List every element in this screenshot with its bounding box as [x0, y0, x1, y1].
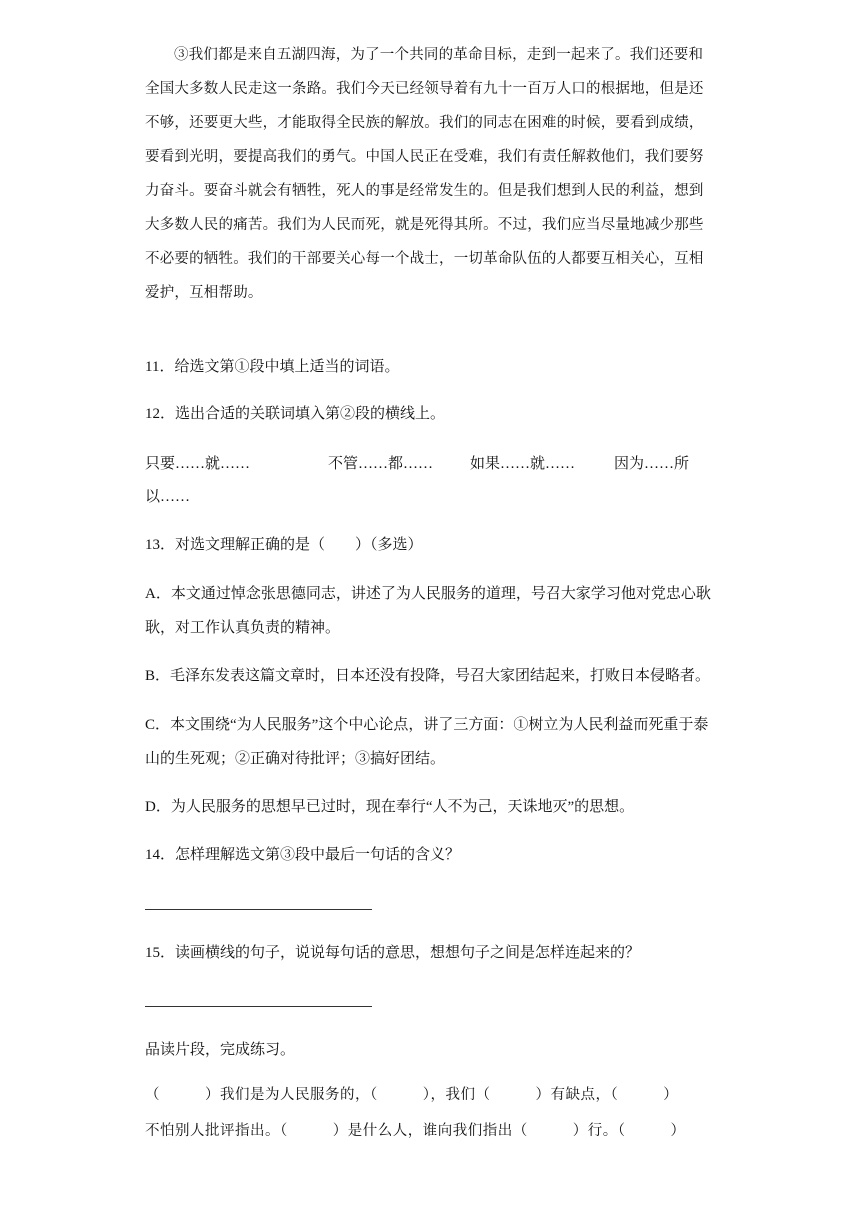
question-13-option-b: B．毛泽东发表这篇文章时，日本还没有投降，号召大家团结起来，打败日本侵略者。	[145, 668, 711, 684]
fill-in-paragraph-line-2: 不怕别人批评指出。（ ）是什么人，谁向我们指出（ ）行。（ ）	[145, 1123, 686, 1139]
question-13-option-c: C．本文围绕“为人民服务”这个中心论点，讲了三方面：①树立为人民利益而死重于泰山的生死观；②正确对待批评；③搞好团结。	[145, 717, 709, 767]
question-14: 14．怎样理解选文第③段中最后一句话的含义？	[145, 847, 461, 863]
question-13-option-a: A．本文通过悼念张思德同志，讲述了为人民服务的道理，号召大家学习他对党忠心耿耿，对工作认真负责的精神。	[145, 586, 711, 636]
conjunction-option-4-wrap: 以……	[145, 489, 191, 505]
answer-line-15[interactable]	[145, 1006, 372, 1007]
question-15: 15．读画横线的句子，说说每句话的意思，想想句子之间是怎样连起来的？	[145, 945, 641, 961]
conjunction-option-2: 不管……都……	[328, 456, 434, 472]
conjunction-option-4: 因为……所	[614, 456, 690, 472]
question-13: 13．对选文理解正确的是（ ）（多选）	[145, 537, 423, 553]
question-13-option-d: D．为人民服务的思想早已过时，现在奉行“人不为己，天诛地灭”的思想。	[145, 799, 635, 815]
fill-in-paragraph-line-1: （ ）我们是为人民服务的，（ ），我们（ ）有缺点，（ ）	[145, 1087, 679, 1103]
conjunction-option-3: 如果……就……	[470, 456, 576, 472]
question-12: 12．选出合适的关联词填入第②段的横线上。	[145, 406, 446, 422]
passage-paragraph-3: ③我们都是来自五湖四海，为了一个共同的革命目标，走到一起来了。我们还要和全国大多数人民走这一条路。我们今天已经领导着有九十一百万人口的根据地，但是还不够，还要更大些，才能取得全民族的解放。我们的同志在困难的时候，要看到成绩，要看到光明，要提高我们的勇气。中国人民正在受难，我们有责任解救他们，我们要努力奋斗。要奋斗就会有牺牲，死人的事是经常发生的。但是我们想到人民的利益，想到大多数人民的痛苦。我们为人民而死，就是死得其所。不过，我们应当尽量地减少那些不必要的牺牲。我们的干部要关心每一个战士，一切革命队伍的人都要互相关心，互相爱护，互相帮助。	[145, 47, 704, 301]
answer-line-14[interactable]	[145, 909, 372, 910]
question-11: 11．给选文第①段中填上适当的词语。	[145, 359, 400, 375]
conjunction-option-1: 只要……就……	[145, 456, 251, 472]
section-intro: 品读片段，完成练习。	[145, 1042, 296, 1058]
